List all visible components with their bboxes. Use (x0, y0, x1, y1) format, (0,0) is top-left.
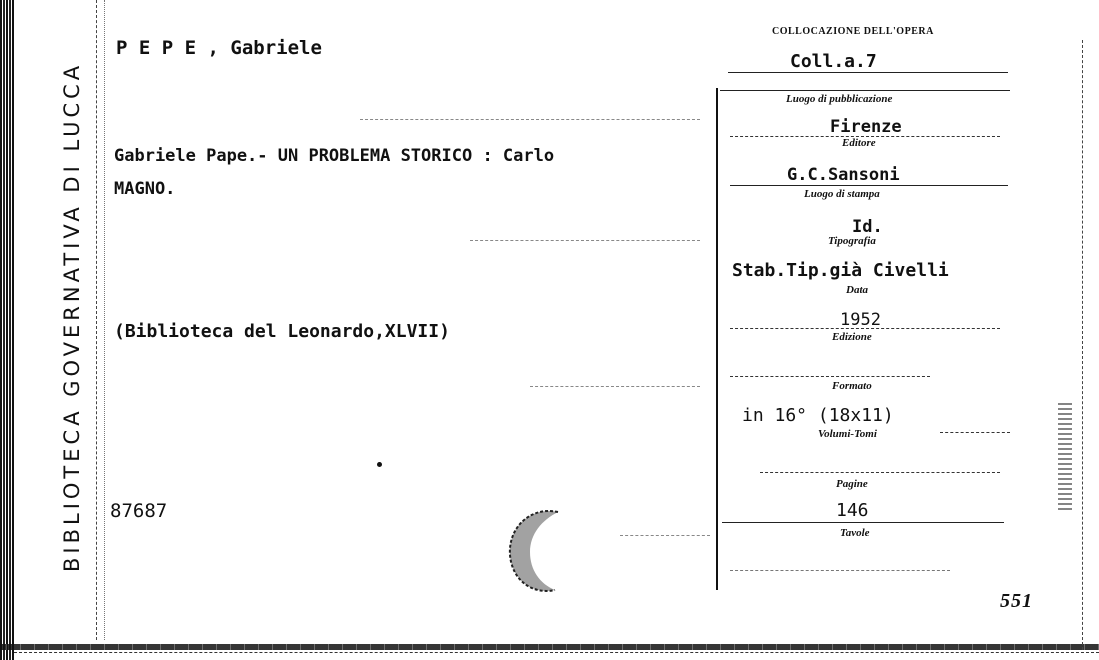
field-rule (760, 472, 1000, 473)
label-luogo-pubblicazione: Luogo di pubblicazione (786, 93, 893, 105)
value-tipografia: Stab.Tip.già Civelli (732, 260, 949, 281)
title-line-2: MAGNO. (114, 179, 176, 199)
label-volumi-tomi: Volumi-Tomi (818, 428, 877, 440)
ink-dot (377, 462, 382, 467)
rule-line (360, 119, 700, 120)
author-heading: P E P E , Gabriele (116, 37, 322, 59)
catalog-header: COLLOCAZIONE DELL'OPERA (772, 26, 934, 37)
inventory-number: 87687 (110, 500, 168, 522)
value-luogo-stampa: Id. (852, 217, 883, 237)
field-rule (730, 185, 1008, 186)
bottom-edge-line (14, 652, 1099, 653)
field-rule (730, 328, 1000, 329)
catalog-panel-border (716, 88, 718, 590)
margin-rule (104, 0, 105, 640)
bottom-edge-strip (0, 644, 1099, 650)
field-rule (730, 570, 950, 571)
rule-line (620, 535, 710, 536)
stamp-mark (500, 500, 580, 600)
left-edge-strip (0, 0, 14, 660)
spine-rule (96, 0, 97, 640)
label-edizione: Edizione (832, 331, 872, 343)
field-rule (722, 522, 1004, 523)
value-data: 1952 (840, 310, 881, 330)
shelfmark: Coll.a.7 (790, 51, 877, 72)
value-luogo-pubblicazione: Firenze (830, 117, 902, 137)
right-edge-rule (1082, 40, 1083, 650)
label-pagine: Pagine (836, 478, 868, 490)
value-editore: G.C.Sansoni (787, 165, 900, 185)
label-formato: Formato (832, 380, 872, 392)
value-pagine: 146 (836, 500, 869, 521)
label-data: Data (846, 284, 868, 296)
series-note: (Biblioteca del Leonardo,XLVII) (114, 321, 450, 342)
label-tipografia: Tipografia (828, 235, 876, 247)
rule-line (470, 240, 700, 241)
field-rule (730, 376, 930, 377)
panel-top-rule (720, 90, 1010, 91)
field-rule (940, 432, 1010, 433)
library-name: BIBLIOTECA GOVERNATIVA DI LUCCA (60, 61, 84, 572)
value-formato: in 16° (18x11) (742, 405, 894, 426)
shelfmark-rule (728, 72, 1008, 73)
label-tavole: Tavole (840, 527, 870, 539)
rule-line (530, 386, 700, 387)
title-line-1: Gabriele Pape.- UN PROBLEMA STORICO : Carlo (114, 146, 555, 166)
right-edge-stamp (1058, 400, 1072, 510)
label-editore: Editore (842, 137, 876, 149)
handwritten-mark: 551 (1000, 590, 1033, 612)
label-luogo-stampa: Luogo di stampa (804, 188, 880, 200)
